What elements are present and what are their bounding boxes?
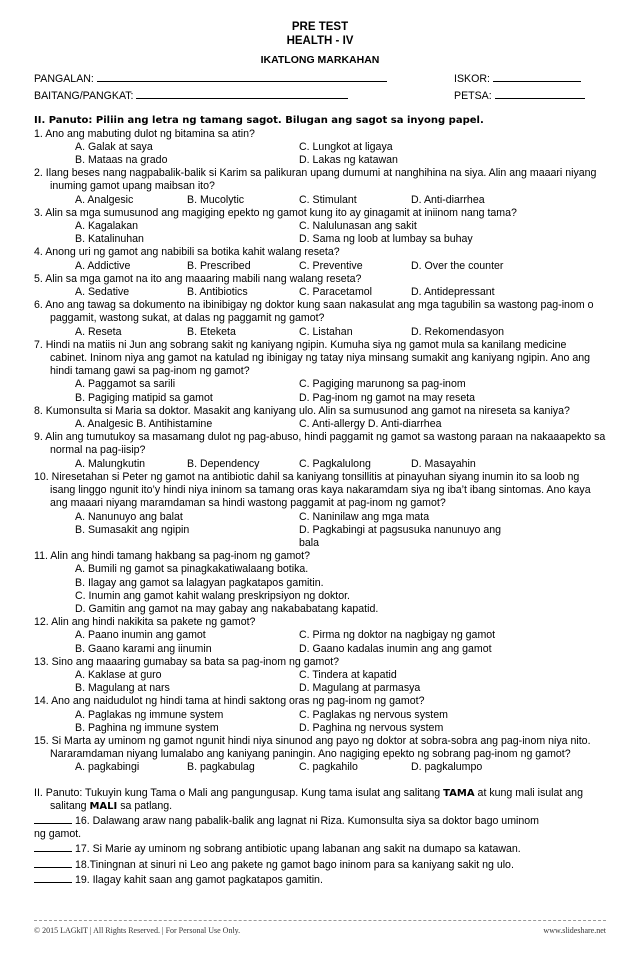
score-line [493,71,581,82]
answer-option[interactable]: A. Galak at saya [75,140,153,153]
answer-option[interactable]: D. pagkalumpo [411,761,483,774]
answer-option[interactable]: D. Masayahin [411,457,476,470]
answer-option[interactable]: B. Sumasakit ang ngipin [75,523,190,536]
answer-options [34,378,606,404]
answer-option[interactable]: C. Nalulunasan ang sakit [299,220,417,233]
answer-options [34,629,606,655]
answer-option[interactable]: A. Addictive [75,259,131,272]
answer-option[interactable]: B. Prescribed [187,259,251,272]
answer-options [34,511,606,551]
question-text: 13. Sino ang maaaring gumabay sa bata sa pag-inom ng gamot? [34,655,340,668]
tf-statement: 16. Dalawang araw nang pabalik-balik ang lagnat ni Riza. Kumonsulta siya sa doktor bago uminom [72,814,539,827]
info-row-1 [34,71,606,86]
answer-options [34,418,606,431]
true-false-list [34,813,606,887]
part1-instruction: II. Panuto: Piliin ang letra ng tamang sagot. Bilugan ang sagot sa inyong papel. [34,115,484,127]
question-item [34,431,606,471]
question-text: 9. Alin ang tumutukoy sa masamang dulot ng pag-abuso, hindi paggamit ng gamot sa wastong paraan na nakaaapekto sa normal na pag-iisip? [34,431,606,457]
part2-instruction-mid: at kung mali isulat ang salitang [50,786,583,812]
answer-option[interactable]: C. Paracetamol [299,286,373,299]
answer-option[interactable]: C. Pagkalulong [299,457,371,470]
question-text: 15. Si Marta ay uminom ng gamot ngunit hindi niya sinunod ang payo ng doktor at sobra-sobra ang pag-inom niya nito. Nararamdaman niyang lumalabo ang kaniyang paningin. Ano nagiging epekto ng sobrang pag-inom ng gamot? [34,734,591,761]
answer-option[interactable]: B. Mataas na grado [75,154,168,167]
answer-option[interactable]: D. Antidepressant [411,286,495,299]
question-text: 4. Anong uri ng gamot ang nabibili sa botika kahit walang reseta? [34,246,340,259]
question-text: 1. Ano ang mabuting dulot ng bitamina sa atin? [34,127,255,140]
answer-option[interactable]: A. Paano inumin ang gamot [75,629,206,642]
question-item [34,299,606,339]
grade-label: BAITANG/PANGKAT: [34,90,134,103]
answer-option[interactable]: C. Stimulant [299,193,357,206]
answer-option[interactable]: D. Gaano kadalas inumin ang ang gamot [299,642,492,655]
answer-option[interactable]: C. Paglakas ng nervous system [299,708,448,721]
answer-option[interactable]: B. pagkabulag [187,761,255,774]
question-text: 8. Kumonsulta si Maria sa doktor. Masakit ang kaniyang ulo. Alin sa sumusunod ang gamot na nireseta sa kaniya? [34,404,570,417]
answer-options [34,141,606,167]
question-text: 14. Ano ang naidudulot ng hindi tama at hindi saktong oras ng pag-inom ng gamot? [34,695,425,708]
answer-option[interactable]: D. Rekomendasyon [411,325,505,338]
question-text: 6. Ano ang tawag sa dokumento na ibinibigay ng doktor kung saan nakasulat ang mga tagubilin sa wastong pag-inom o paggamit, wastong sukat, at dalas ng paggamit ng gamot? [34,299,594,325]
question-text: 2. Ilang beses nang nagpabalik-balik si Karim sa palikuran upang dumumi at nanghihina na siya. Alin ang maaari niyang inuming gamot upang maibsan ito? [34,167,597,193]
answer-option[interactable]: A. Kaklase at guro [75,668,162,681]
answer-option[interactable]: B. Gaano karami ang iinumin [75,642,212,655]
site-link[interactable]: www.slideshare.net [543,926,606,935]
answer-blank[interactable] [34,857,72,868]
answer-option[interactable]: A. Analgesic B. Antihistamine [75,418,213,431]
answer-option[interactable]: D. Gamitin ang gamot na may gabay ang nakababatang kapatid. [75,602,379,615]
question-item [34,695,606,735]
mali-word: MALI [89,800,118,812]
copyright-text: © 2015 LAGkIT | All Rights Reserved. | For Personal Use Only. [34,926,241,935]
answer-option[interactable]: C. Pagiging marunong sa pag-inom [299,378,466,391]
answer-option[interactable]: C. Tindera at kapatid [299,668,397,681]
answer-option[interactable]: D. Paghina ng nervous system [299,721,444,734]
answer-option[interactable]: C. Listahan [299,325,353,338]
answer-option[interactable]: B. Paghina ng immune system [75,721,219,734]
question-item [34,405,606,431]
part2-instruction-text: II. Panuto: Tukuyin kung Tama o Mali ang pangungusap. Kung tama isulat ang salitang [34,786,444,799]
question-text: 11. Alin ang hindi tamang hakbang sa pag-inom ng gamot? [34,550,311,563]
answer-option[interactable]: D. Lakas ng katawan [299,154,398,167]
question-item [34,550,606,616]
tf-statement-cont: ng gamot. [34,828,82,841]
answer-option[interactable]: C. Preventive [299,259,363,272]
answer-option[interactable]: C. pagkahilo [299,761,358,774]
grade-line [136,88,348,99]
answer-option[interactable]: B. Antibiotics [187,286,248,299]
question-item [34,246,606,272]
answer-option[interactable]: B. Mucolytic [187,193,245,206]
date-label: PETSA: [454,90,492,103]
answer-option[interactable]: A. Sedative [75,286,130,299]
answer-option[interactable]: D. Magulang at parmasya [299,682,421,695]
answer-option[interactable]: D. Pagkabingi at pagsusuka nanunuyo ang bala [299,523,502,549]
footer [34,926,606,935]
answer-blank[interactable] [34,872,72,883]
question-text: 12. Alin ang hindi nakikita sa pakete ng gamot? [34,616,256,629]
score-label: ISKOR: [454,73,490,85]
answer-options [34,709,606,735]
tf-item [34,841,606,856]
answer-options [34,761,606,774]
question-list [34,128,606,775]
answer-option[interactable]: D. Anti-diarrhea [411,193,485,206]
answer-option[interactable]: D. Pag-inom ng gamot na may reseta [299,391,476,404]
answer-option[interactable]: A. Nanunuyo ang balat [75,510,183,523]
question-item [34,167,606,207]
question-text: 7. Hindi na matiis ni Jun ang sobrang sakit ng kaniyang ngipin. Kumuha siya ng gamot mula sa kanilang medicine cabinet. Ininom niya ang gamot na katulad ng ibinigay ng tatay niya minsang sumakit ang kaniyang ngipin. Ano ang hindi tamang gawi sa pag-inom ng gamot? [34,338,591,378]
date-line [495,88,585,99]
tf-item [34,857,606,872]
answer-option[interactable]: C. Anti-allergy D. Anti-diarrhea [299,418,442,431]
tf-statement: 19. Ilagay kahit saan ang gamot pagkatapos gamitin. [72,873,323,886]
answer-option[interactable]: C. Pirma ng doktor na nagbigay ng gamot [299,629,496,642]
test-page [34,20,606,887]
tf-statement: 18.Tiningnan at sinuri ni Leo ang pakete ng gamot bago ininom para sa kaniyang sakit ng ulo. [72,858,514,871]
question-text: 10. Niresetahan si Peter ng gamot na antibiotic dahil sa kaniyang tonsillitis at pinayuhan siyang inumin ito sa loob ng isang linggo ngunit ito’y hindi niya ininom sa tamang oras kaya nakaramdam siya ng iba’t ibang sintomas. Ano kaya ang maaari niyang maramdaman sa hindi wastong paggamit at pag-inom ng gamot? [34,470,591,510]
question-item [34,656,606,696]
question-item [34,735,606,775]
answer-option[interactable]: B. Katalinuhan [75,233,144,246]
answer-options [34,326,606,339]
answer-options [34,563,606,616]
answer-option[interactable]: C. Naninilaw ang mga mata [299,510,430,523]
question-item [34,616,606,656]
answer-option[interactable]: D. Over the counter [411,259,504,272]
tf-item [34,872,606,887]
part2-instruction [34,787,606,813]
question-item [34,207,606,247]
answer-option[interactable]: A. Bumili ng gamot sa pinagkakatiwalaang botika. [75,563,309,576]
answer-options [34,669,606,695]
answer-option[interactable]: A. Kagalakan [75,220,139,233]
answer-option[interactable]: A. pagkabingi [75,761,140,774]
answer-option[interactable]: B. Dependency [187,457,260,470]
answer-options [34,220,606,246]
answer-option[interactable]: A. Paglakas ng immune system [75,708,224,721]
answer-option[interactable]: B. Ilagay ang gamot sa lalagyan pagkatapos gamitin. [75,576,324,589]
name-line [97,71,387,82]
answer-options [34,458,606,471]
test-title: PRE TEST [291,21,349,33]
tf-item [34,813,606,828]
question-item [34,128,606,168]
info-row-2 [34,88,606,103]
answer-blank[interactable] [34,813,72,824]
question-item [34,273,606,299]
part2-instruction-end: sa patlang. [117,799,173,812]
answer-option[interactable]: A. Analgesic [75,193,134,206]
tf-statement: 17. Si Marie ay uminom ng sobrang antibiotic upang labanan ang sakit na dumapo sa katawan. [72,843,521,856]
tama-word: TAMA [443,787,475,799]
question-text: 5. Alin sa mga gamot na ito ang maaaring mabili nang walang reseta? [34,272,362,285]
answer-option[interactable]: D. Sama ng loob at lumbay sa buhay [299,233,473,246]
answer-option[interactable]: A. Malungkutin [75,457,146,470]
name-label: PANGALAN: [34,73,94,85]
answer-option[interactable]: B. Magulang at nars [75,682,170,695]
answer-option[interactable]: C. Inumin ang gamot kahit walang preskripsiyon ng doktor. [75,589,350,602]
question-text: 3. Alin sa mga sumusunod ang magiging epekto ng gamot kung ito ay ginagamit at iniinom nang tama? [34,206,517,219]
answer-options [34,260,606,273]
question-item [34,339,606,405]
footer-divider [34,920,606,921]
question-item [34,471,606,550]
answer-options [34,194,606,207]
answer-option[interactable]: C. Lungkot at ligaya [299,140,393,153]
subject-title: HEALTH - IV [286,35,354,47]
answer-blank[interactable] [34,841,72,852]
answer-option[interactable]: B. Eteketa [187,325,236,338]
answer-option[interactable]: A. Paggamot sa sarili [75,378,176,391]
quarter-title: IKATLONG MARKAHAN [260,54,380,66]
answer-options [34,286,606,299]
answer-option[interactable]: B. Pagiging matipid sa gamot [75,391,213,404]
answer-option[interactable]: A. Reseta [75,325,122,338]
